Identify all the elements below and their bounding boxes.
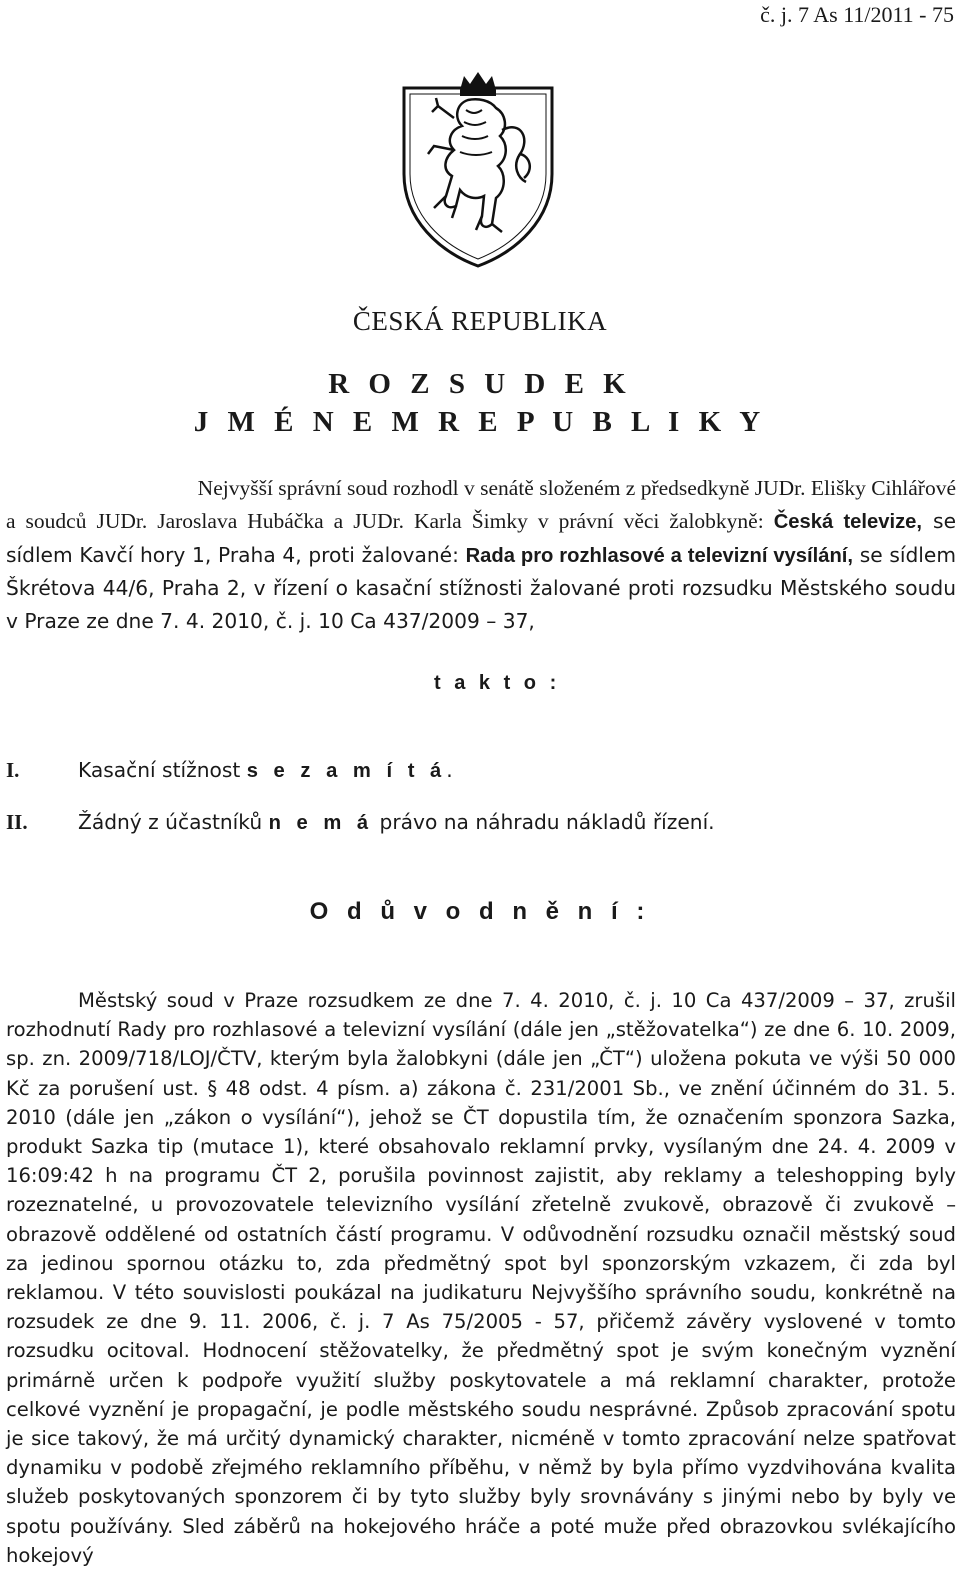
verdict-text-end: .	[446, 758, 453, 782]
in-the-name-of-republic: J M É N E M R E P U B L I K Y	[193, 406, 767, 438]
intro-line-2: a soudců JUDr. Jaroslava Hubáčka a JUDr. Karla Šimky v právní věci žalobkyně:	[6, 508, 774, 533]
verdict-text-end: právo na náhradu nákladů řízení.	[373, 810, 715, 834]
verdict-number: I.	[6, 758, 20, 782]
reasoning-body	[6, 986, 956, 1570]
verdict-text: Žádný z účastníků	[78, 810, 269, 834]
intro-line-3: se sídlem Kavčí hory 1, Praha 4, proti žalované:	[6, 508, 956, 567]
defendant-name: Rada pro rozhlasové a televizní vysílání,	[465, 544, 853, 567]
verdict-emphasis: n e m á	[268, 812, 374, 834]
intro-paragraph	[6, 472, 956, 638]
intro-rest: se sídlem Škrétova 44/6, Praha 2, v řízení o kasační stížnosti žalované proti rozsudku Městského soudu v Praze ze dne 7. 4. 2010, č. j. 10 Ca 437/2009 – 37,	[6, 542, 956, 634]
verdict-number: II.	[6, 810, 28, 834]
reasoning-heading: O d ů v o d n ě n í :	[309, 898, 651, 925]
plaintiff-name: Česká televize,	[773, 510, 922, 533]
reasoning-paragraph: Městský soud v Praze rozsudkem ze dne 7. 4. 2010, č. j. 10 Ca 437/2009 – 37, zrušil rozhodnutí Rady pro rozhlasové a televizní vysílání (dále jen „stěžovatelka“) ze dne 6. 10. 2009, sp. zn. 2009/718/LOJ/ČTV, kterým byla žalobkyni (dále jen „ČT“) uložena pokuta ve výši 50 000 Kč za porušení ust. § 48 odst. 4 písm. a) zákona č. 231/2001 Sb., ve znění účinném do 31. 5. 2010 (dále jen „zákon o vysílání“), jehož se ČT dopustila tím, že označením sponzora Sazka, produkt Sazka tip (mutace 1), které obsahovalo reklamní prvky, vysílaným dne 24. 4. 2009 v 16:09:42 h na programu ČT 2, porušila povinnost zajistit, aby reklamy a teleshopping byly rozeznatelné, u provozovatele televizního vysílání zřetelně zvukově, obrazově či zvukově – obrazově oddělené od ostatních částí programu. V odůvodnění rozsudku označil městský soud za jedinou spornou otázku to, zda předmětný spot byl sponzorským vzkazem, či zda byl reklamou. V této souvislosti poukázal na judikaturu Nejvyššího správního soudu, konkrétně na rozsudek ze dne 9. 11. 2006, č. j. 7 As 75/2005 - 57, přičemž závěry vyslovené v tomto rozsudku ocitoval. Hodnocení stěžovatelky, že předmětný spot je svým konečným vyznění primárně určen k podpoře využití služby poskytovatele a má reklamní charakter, protože celkové vyznění je propagační, je podle městského soudu nesprávné. Způsob zpracování spotu je sice takový, že má určitý dynamický charakter, nicméně v tomto zpracování nelze spatřovat dynamiku v podobě zřejmého reklamního příběhu, v němž by byla přímo vyzdvihována kvalita služeb poskytovaných sponzorem či by tyto služby byly srovnávány s jinými nebo by byly ve spotu používány. Sled záběrů na hokejového hráče a poté muže před obrazovkou svlékajícího hokejový	[6, 989, 956, 1567]
country-name: ČESKÁ REPUBLIKA	[352, 306, 608, 336]
verdict-text: Kasační stížnost	[78, 758, 247, 782]
case-reference: č. j. 7 As 11/2011 - 75	[760, 2, 954, 27]
verdict-emphasis: s e z a m í t á	[246, 760, 447, 782]
verdict-title: R O Z S U D E K	[328, 368, 632, 400]
intro-line-1: Nejvyšší správní soud rozhodl v senátě složeném z předsedkyně JUDr. Elišky Cihlářové	[197, 476, 956, 500]
takto-heading: t a k t o :	[434, 672, 561, 694]
coat-of-arms-icon	[398, 70, 558, 270]
